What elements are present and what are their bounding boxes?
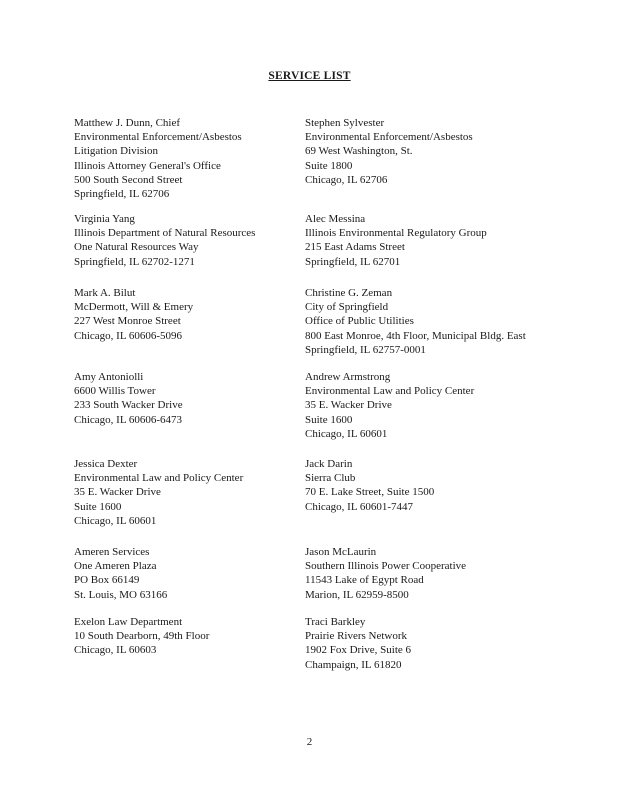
entry-line: 69 West Washington, St. — [305, 145, 413, 158]
entry-line: Andrew Armstrong — [305, 371, 391, 383]
service-entry-right — [305, 286, 574, 370]
service-entry-left — [74, 370, 305, 457]
service-entry-left — [74, 286, 305, 370]
entry-line: 1902 Fox Drive, Suite 6 — [305, 644, 412, 657]
entry-line: Illinois Attorney General's Office — [74, 159, 221, 172]
entry-line: Office of Public Utilities — [305, 315, 414, 328]
entry-line: Springfield, IL 62706 — [74, 188, 170, 201]
entry-line: 35 E. Wacker Drive — [74, 486, 161, 499]
entry-line: Champaign, IL 61820 — [305, 658, 402, 671]
entry-line: Ameren Services — [74, 546, 150, 558]
entry-line: Chicago, IL 62706 — [305, 173, 388, 186]
entry-line: 70 E. Lake Street, Suite 1500 — [305, 486, 435, 499]
entry-line: Matthew J. Dunn, Chief — [74, 117, 181, 129]
service-list — [74, 116, 574, 695]
service-entry-right — [305, 615, 574, 695]
entry-line: Environmental Law and Policy Center — [305, 385, 475, 398]
entry-line: 35 E. Wacker Drive — [305, 399, 392, 412]
service-entry-left — [74, 212, 305, 286]
entry-line: Sierra Club — [305, 472, 356, 485]
entry-line: Environmental Enforcement/Asbestos — [74, 131, 242, 144]
entry-line: Illinois Department of Natural Resources — [74, 227, 256, 240]
entry-line: Chicago, IL 60606-6473 — [74, 413, 183, 426]
entry-line: Environmental Law and Policy Center — [74, 472, 244, 485]
entry-line: 10 South Dearborn, 49th Floor — [74, 630, 210, 643]
entry-line: Alec Messina — [305, 213, 366, 225]
entry-line: Suite 1800 — [305, 159, 353, 172]
entry-line: McDermott, Will & Emery — [74, 301, 194, 314]
entry-line: Stephen Sylvester — [305, 117, 385, 129]
entry-line: Virginia Yang — [74, 213, 135, 225]
entry-line: Chicago, IL 60601 — [305, 427, 388, 440]
service-entry-left — [74, 116, 305, 212]
service-entry-left — [74, 545, 305, 615]
page-number: 2 — [306, 736, 313, 748]
entry-line: Chicago, IL 60601 — [74, 514, 157, 527]
entry-line: Litigation Division — [74, 145, 159, 158]
service-entry-right — [305, 457, 574, 545]
entry-line: Jack Darin — [305, 458, 353, 470]
service-entry-left — [74, 457, 305, 545]
entry-line: Mark A. Bilut — [74, 287, 136, 299]
entry-line: Springfield, IL 62757-0001 — [305, 343, 426, 356]
entry-line: Illinois Environmental Regulatory Group — [305, 227, 487, 240]
entry-line: Springfield, IL 62702-1271 — [74, 255, 195, 268]
entry-line: St. Louis, MO 63166 — [74, 588, 168, 601]
service-entry-right — [305, 545, 574, 615]
entry-line: Jason McLaurin — [305, 546, 377, 558]
entry-line: Prairie Rivers Network — [305, 630, 408, 643]
entry-line: PO Box 66149 — [74, 574, 140, 587]
entry-line: Springfield, IL 62701 — [305, 255, 401, 268]
entry-line: One Natural Resources Way — [74, 241, 199, 254]
entry-line: Chicago, IL 60606-5096 — [74, 329, 183, 342]
entry-line: Amy Antoniolli — [74, 371, 144, 383]
entry-line: 11543 Lake of Egypt Road — [305, 574, 424, 587]
entry-line: 215 East Adams Street — [305, 241, 405, 254]
entry-line: Jessica Dexter — [74, 458, 138, 470]
entry-line: Suite 1600 — [74, 500, 122, 513]
entry-line: City of Springfield — [305, 301, 389, 314]
entry-line: Traci Barkley — [305, 616, 366, 628]
document-title: SERVICE LIST — [268, 70, 351, 82]
entry-line: 233 South Wacker Drive — [74, 399, 183, 412]
entry-line: Exelon Law Department — [74, 616, 183, 628]
service-entry-left — [74, 615, 305, 695]
entry-line: Christine G. Zeman — [305, 287, 393, 299]
entry-line: 500 South Second Street — [74, 173, 183, 186]
service-entry-right — [305, 116, 574, 212]
entry-line: Environmental Enforcement/Asbestos — [305, 131, 473, 144]
entry-line: Southern Illinois Power Cooperative — [305, 560, 467, 573]
entry-line: Chicago, IL 60603 — [74, 644, 157, 657]
entry-line: 800 East Monroe, 4th Floor, Municipal Bldg. East — [305, 329, 526, 342]
entry-line: One Ameren Plaza — [74, 560, 157, 573]
service-entry-right — [305, 212, 574, 286]
entry-line: 227 West Monroe Street — [74, 315, 181, 328]
entry-line: Marion, IL 62959-8500 — [305, 588, 409, 601]
entry-line: Suite 1600 — [305, 413, 353, 426]
entry-line: Chicago, IL 60601-7447 — [305, 500, 414, 513]
service-entry-right — [305, 370, 574, 457]
entry-line: 6600 Willis Tower — [74, 385, 156, 398]
